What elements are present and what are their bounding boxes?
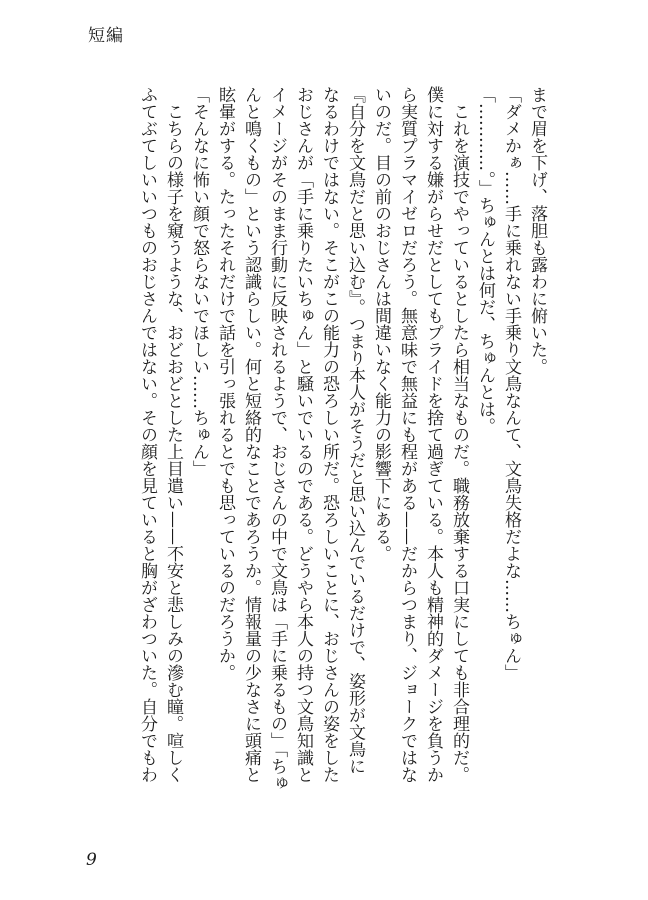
text-line: まで眉を下げ、落胆も露わに俯いた。 (527, 86, 547, 375)
text-line: 「ダメかぁ……手に乗れない手乗り文鳥なんて、文鳥失格だよな……ちゅん」 (501, 86, 521, 681)
text-line: ら実質プラマイゼロだろう。無意味で無益にも程がある——だからつまり、ジョークではな (397, 86, 417, 783)
text-line: 僕に対する嫌がらせだとしてもプライドを捨て過ぎている。本人も精神的ダメージを負うか (423, 86, 443, 783)
text-line: ふてぶてしいいつものおじさんではない。その顔を見ていると胸がざわついた。自分でもわ (137, 86, 157, 783)
text-line: なるわけではない。そこがこの能力の恐ろしい所だ。恐ろしいことに、おじさんの姿をした (319, 86, 339, 783)
text-line: んと鳴くもの」という認識らしい。何と短絡的なことであろうか。情報量の少なさに頭痛と (241, 86, 261, 783)
text-line: 『自分を文鳥だと思い込む』。つまり本人がそうだと思い込んでいるだけで、姿形が文鳥に (345, 86, 365, 775)
body-text (100, 86, 550, 831)
text-line: これを演技でやっているとしたら相当なものだ。職務放棄する口実にしても非合理的だ。 (449, 86, 469, 783)
page-number: 9 (86, 850, 97, 870)
text-line: 「…………。」ちゅんとは何だ、ちゅんとは。 (475, 86, 495, 435)
text-line: 眩暈がする。たったそれだけで話を引っ張れるとでも思っているのだろうか。 (215, 86, 235, 681)
text-line: イメージがそのまま行動に反映されるようで、おじさんの中で文鳥は「手に乗るもの」「ちゅ (267, 86, 287, 792)
text-line: こちらの様子を窺うような、おどおどとした上目遣い——不安と悲しみの滲む瞳。喧しく (163, 86, 183, 783)
running-head-title: 短編 (88, 26, 124, 46)
text-line: おじさんが「手に乗りたいちゅん」と騒いでいるのである。どうやら本人の持つ文鳥知識と (293, 86, 313, 783)
text-line: 「そんなに怖い顔で怒らないでほしい……ちゅん」 (189, 86, 209, 477)
text-line: いのだ。目の前のおじさんは間違いなく能力の影響下にある。 (371, 86, 391, 562)
